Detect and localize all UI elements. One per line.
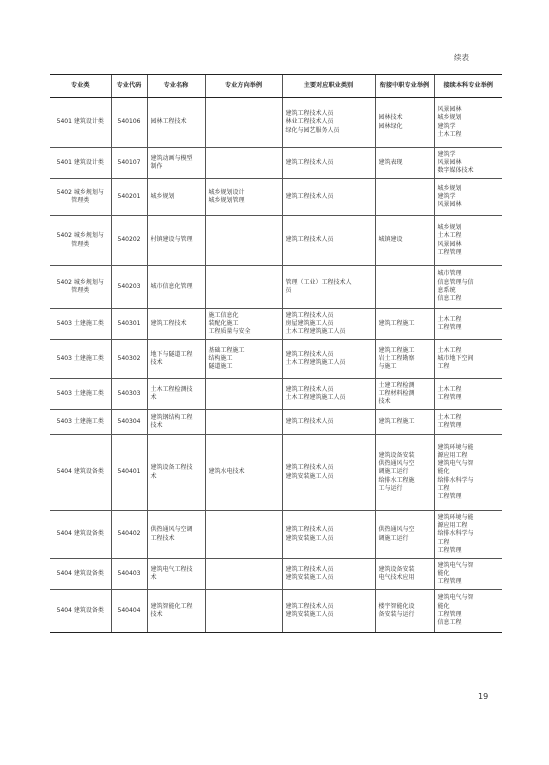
cell-secondary: 楼宇智能化设 备安装与运行 xyxy=(375,590,434,633)
cell-secondary: 建筑设备安装 供热通风与空 调施工运行 给排水工程施 工与运行 xyxy=(375,435,434,511)
cell-direction xyxy=(205,98,282,148)
cell-code: 540402 xyxy=(111,511,147,559)
cell-category: 5402 城乡规划与 管理类 xyxy=(50,179,111,216)
cell-category: 5401 建筑设计类 xyxy=(50,148,111,179)
cell-name: 建筑工程技术 xyxy=(147,309,205,340)
table-row xyxy=(50,340,502,379)
cell-code: 540401 xyxy=(111,435,147,511)
page-number: 19 xyxy=(478,692,489,701)
cell-name: 城乡规划 xyxy=(147,179,205,216)
cell-name: 城市信息化管理 xyxy=(147,266,205,309)
table-row xyxy=(50,559,502,590)
cell-direction xyxy=(205,590,282,633)
cell-code: 540107 xyxy=(111,148,147,179)
header-bachelor: 接续本科专业举例 xyxy=(434,75,502,98)
cell-bachelor: 土木工程 工程管理 xyxy=(434,309,502,340)
cell-jobs: 建筑工程技术人员 林业工程技术人员 绿化与园艺服务人员 xyxy=(282,98,375,148)
cell-name: 村镇建设与管理 xyxy=(147,216,205,266)
table-row xyxy=(50,266,502,309)
cell-name: 建筑电气工程技 术 xyxy=(147,559,205,590)
table-row xyxy=(50,379,502,410)
cell-name: 土木工程检测技 术 xyxy=(147,379,205,410)
cell-name: 建筑动画与模型 制作 xyxy=(147,148,205,179)
cell-secondary: 建筑表现 xyxy=(375,148,434,179)
cell-category: 5404 建筑设备类 xyxy=(50,590,111,633)
cell-bachelor: 建筑电气与智 能化 工程管理 信息工程 xyxy=(434,590,502,633)
cell-secondary: 城镇建设 xyxy=(375,216,434,266)
cell-secondary: 建筑工程施工 岩土工程勘察 与施工 xyxy=(375,340,434,379)
cell-secondary xyxy=(375,179,434,216)
cell-secondary: 建筑工程施工 xyxy=(375,309,434,340)
table-row xyxy=(50,435,502,511)
cell-bachelor: 建筑电气与智 能化 工程管理 xyxy=(434,559,502,590)
cell-name: 建筑钢结构工程 技术 xyxy=(147,410,205,435)
table-row xyxy=(50,309,502,340)
cell-direction xyxy=(205,379,282,410)
cell-name: 供热通风与空调 工程技术 xyxy=(147,511,205,559)
table-row xyxy=(50,511,502,559)
cell-name: 地下与隧道工程 技术 xyxy=(147,340,205,379)
cell-secondary: 土建工程检测 工程材料检测 技术 xyxy=(375,379,434,410)
cell-secondary: 建筑设备安装 电气技术应用 xyxy=(375,559,434,590)
cell-direction xyxy=(205,511,282,559)
cell-direction: 施工信息化 装配化施工 工程质量与安全 xyxy=(205,309,282,340)
header-secondary: 衔接中职专业举例 xyxy=(375,75,434,98)
cell-bachelor: 土木工程 城市地下空间 工程 xyxy=(434,340,502,379)
cell-name: 园林工程技术 xyxy=(147,98,205,148)
cell-direction xyxy=(205,266,282,309)
cell-jobs: 建筑工程技术人员 建筑安装施工人员 xyxy=(282,435,375,511)
cell-secondary: 供热通风与空 调施工运行 xyxy=(375,511,434,559)
cell-bachelor: 建筑环境与能 源应用工程 给排水科学与 工程 工程管理 xyxy=(434,511,502,559)
cell-bachelor: 城市管理 信息管理与信 息系统 信息工程 xyxy=(434,266,502,309)
cell-jobs: 建筑工程技术人员 xyxy=(282,216,375,266)
cell-name: 建筑设备工程技 术 xyxy=(147,435,205,511)
table-row xyxy=(50,410,502,435)
cell-code: 540203 xyxy=(111,266,147,309)
cell-direction xyxy=(205,216,282,266)
cell-code: 540303 xyxy=(111,379,147,410)
cell-secondary xyxy=(375,266,434,309)
header-code: 专业代码 xyxy=(111,75,147,98)
cell-category: 5403 土建施工类 xyxy=(50,379,111,410)
cell-direction xyxy=(205,410,282,435)
table-row xyxy=(50,216,502,266)
cell-secondary: 园林技术 园林绿化 xyxy=(375,98,434,148)
cell-bachelor: 建筑环境与能 源应用工程 建筑电气与智 能化 给排水科学与 工程 工程管理 xyxy=(434,435,502,511)
cell-bachelor: 土木工程 工程管理 xyxy=(434,379,502,410)
cell-jobs: 建筑工程技术人员 土木工程建筑施工人员 xyxy=(282,379,375,410)
cell-direction: 基础工程施工 结构施工 隧道施工 xyxy=(205,340,282,379)
cell-bachelor: 土木工程 工程管理 xyxy=(434,410,502,435)
cell-bachelor: 城乡规划 建筑学 风景园林 xyxy=(434,179,502,216)
header-row xyxy=(50,75,502,98)
cell-jobs: 建筑工程技术人员 土木工程建筑施工人员 xyxy=(282,340,375,379)
cell-secondary: 建筑工程施工 xyxy=(375,410,434,435)
cell-direction xyxy=(205,148,282,179)
cell-code: 540304 xyxy=(111,410,147,435)
cell-bachelor: 风景园林 城乡规划 建筑学 土木工程 xyxy=(434,98,502,148)
cell-code: 540301 xyxy=(111,309,147,340)
table-header xyxy=(50,75,502,98)
table-body xyxy=(50,98,502,633)
major-catalog-table xyxy=(50,74,502,633)
header-jobs: 主要对应职业类别 xyxy=(282,75,375,98)
table-row xyxy=(50,98,502,148)
cell-jobs: 建筑工程技术人员 xyxy=(282,410,375,435)
cell-direction: 建筑水电技术 xyxy=(205,435,282,511)
cell-code: 540404 xyxy=(111,590,147,633)
cell-jobs: 建筑工程技术人员 建筑安装施工人员 xyxy=(282,590,375,633)
cell-category: 5402 城乡规划与 管理类 xyxy=(50,266,111,309)
cell-category: 5404 建筑设备类 xyxy=(50,559,111,590)
cell-category: 5403 土建施工类 xyxy=(50,340,111,379)
header-direction: 专业方向举例 xyxy=(205,75,282,98)
header-name: 专业名称 xyxy=(147,75,205,98)
cell-name: 建筑智能化工程 技术 xyxy=(147,590,205,633)
cell-jobs: 管理（工业）工程技术人 员 xyxy=(282,266,375,309)
cell-category: 5403 土建施工类 xyxy=(50,410,111,435)
cell-category: 5402 城乡规划与 管理类 xyxy=(50,216,111,266)
table-row xyxy=(50,179,502,216)
cell-direction: 城乡规划设计 城乡规划管理 xyxy=(205,179,282,216)
cell-code: 540202 xyxy=(111,216,147,266)
cell-category: 5401 建筑设计类 xyxy=(50,98,111,148)
header-category: 专业类 xyxy=(50,75,111,98)
cell-code: 540403 xyxy=(111,559,147,590)
cell-bachelor: 建筑学 风景园林 数字媒体技术 xyxy=(434,148,502,179)
cell-code: 540106 xyxy=(111,98,147,148)
cell-jobs: 建筑工程技术人员 房屋建筑施工人员 土木工程建筑施工人员 xyxy=(282,309,375,340)
cell-jobs: 建筑工程技术人员 建筑安装施工人员 xyxy=(282,511,375,559)
cell-category: 5403 土建施工类 xyxy=(50,309,111,340)
cell-code: 540201 xyxy=(111,179,147,216)
cell-jobs: 建筑工程技术人员 建筑安装施工人员 xyxy=(282,559,375,590)
cell-code: 540302 xyxy=(111,340,147,379)
cell-category: 5404 建筑设备类 xyxy=(50,511,111,559)
table-row xyxy=(50,590,502,633)
cell-jobs: 建筑工程技术人员 xyxy=(282,179,375,216)
table-row xyxy=(50,148,502,179)
cell-category: 5404 建筑设备类 xyxy=(50,435,111,511)
cell-direction xyxy=(205,559,282,590)
cell-bachelor: 城乡规划 土木工程 风景园林 工程管理 xyxy=(434,216,502,266)
cell-jobs: 建筑工程技术人员 xyxy=(282,148,375,179)
continued-label: 续表 xyxy=(454,53,469,62)
